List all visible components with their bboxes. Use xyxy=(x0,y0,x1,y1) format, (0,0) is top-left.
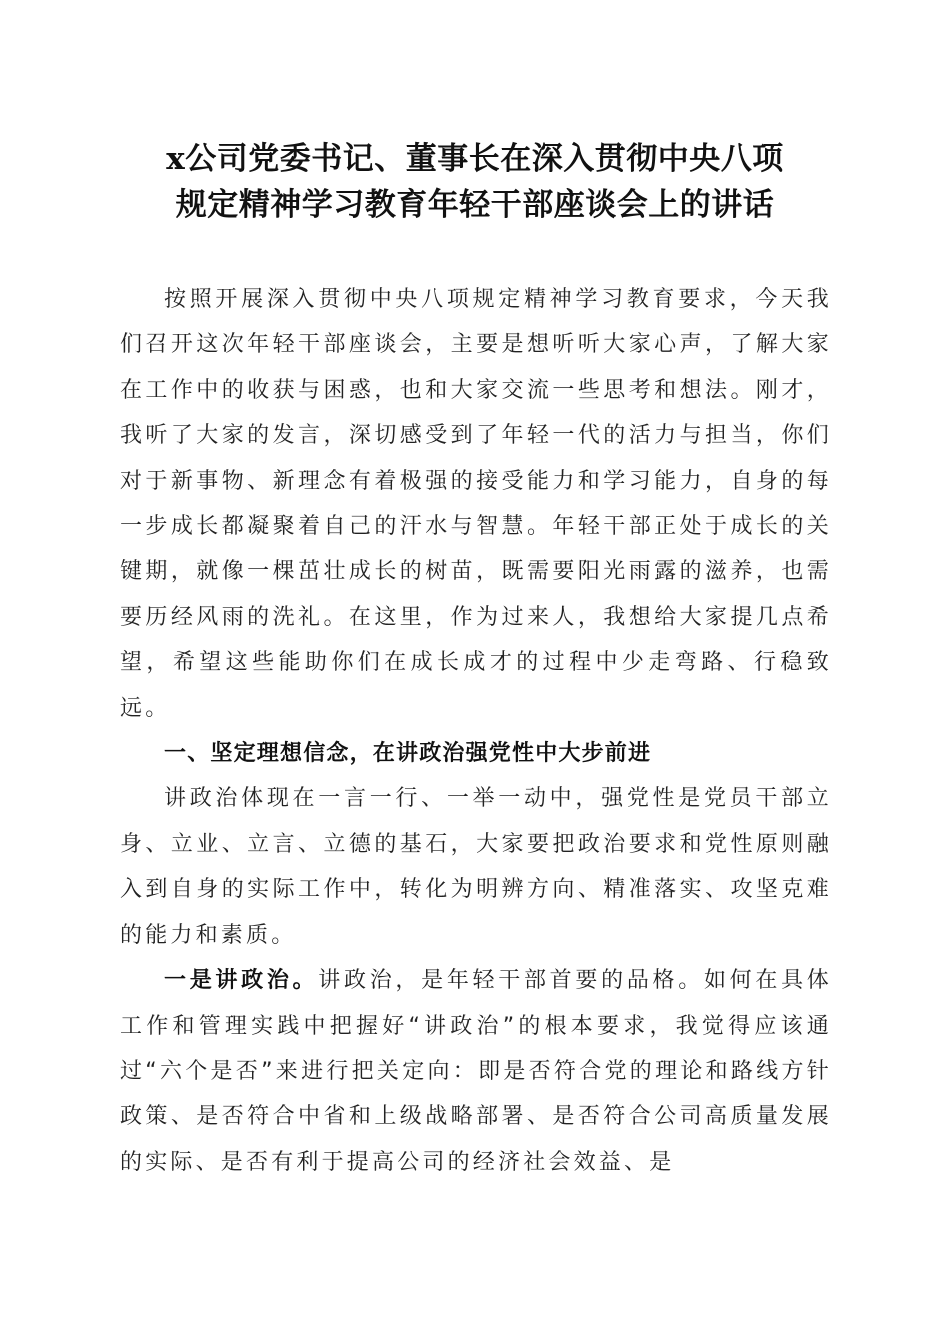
section-1-paragraph: 讲政治体现在一言一行、一举一动中，强党性是党员干部立身、立业、立言、立德的基石，大家要把政治要求和党性原则融入到自身的实际工作中，转化为明辨方向、精准落实、攻坚克难的能力和素质。 xyxy=(120,786,832,948)
section-heading-1: 一、坚定理想信念，在讲政治强党性中大步前进 xyxy=(164,741,652,767)
title-line-2: 规定精神学习教育年轻干部座谈会上的讲话 xyxy=(175,187,775,223)
point-1-text: 讲政治，是年轻干部首要的品格。如何在具体工作和管理实践中把握好“讲政治”的根本要求，我觉得应该通过“六个是否”来进行把关定向：即是否符合党的理论和路线方针政策、是否符合中省和上级战略部署、是否符合公司高质量发展的实际、是否有利于提高公司的经济社会效益、是 xyxy=(120,968,832,1175)
point-1-lead: 一是讲政治。 xyxy=(164,968,319,994)
point-1-paragraph xyxy=(120,958,832,1185)
intro-paragraph: 按照开展深入贯彻中央八项规定精神学习教育要求，今天我们召开这次年轻干部座谈会，主要是想听听大家心声，了解大家在工作中的收获与困惑，也和大家交流一些思考和想法。刚才，我听了大家的发言，深切感受到了年轻一代的活力与担当，你们对于新事物、新理念有着极强的接受能力和学习能力，自身的每一步成长都凝聚着自己的汗水与智慧。年轻干部正处于成长的关键期，就像一棵茁壮成长的树苗，既需要阳光雨露的滋养，也需要历经风雨的洗礼。在这里，作为过来人，我想给大家提几点希望，希望这些能助你们在成长成才的过程中少走弯路、行稳致远。 xyxy=(120,287,832,721)
title-line-1: x公司党委书记、董事长在深入贯彻中央八项 xyxy=(166,141,784,177)
document-body xyxy=(120,277,832,1185)
document-title xyxy=(100,136,850,228)
